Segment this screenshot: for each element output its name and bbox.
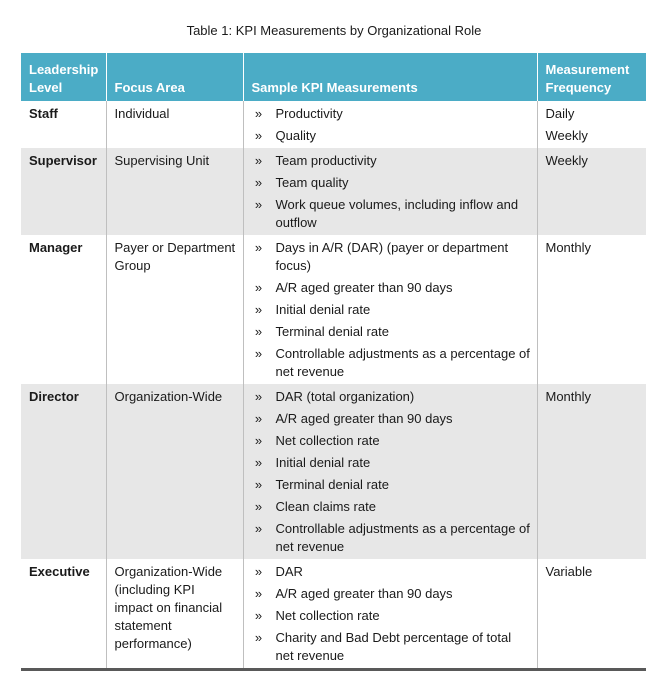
kpi-list: [252, 388, 531, 556]
frequency-value: Monthly: [545, 240, 592, 255]
focus-area-cell: Organization-Wide (including KPI impact on financial statement performance): [106, 559, 243, 670]
kpi-measurements-cell: [243, 101, 537, 148]
chevron-bullet-icon: »: [254, 630, 263, 645]
chevron-bullet-icon: »: [254, 280, 263, 295]
table-caption: Table 1: KPI Measurements by Organizational Role: [186, 23, 482, 38]
chevron-bullet-icon: »: [254, 586, 263, 601]
leadership-level-cell: Manager: [29, 240, 83, 255]
header-focus-area: Focus Area: [106, 53, 243, 101]
kpi-text: Team productivity: [275, 153, 377, 168]
chevron-bullet-icon: »: [254, 240, 263, 255]
header-leadership-level: Leadership Level: [29, 62, 99, 95]
kpi-list-item: [252, 607, 531, 625]
kpi-list-item: [252, 454, 531, 472]
table-row: [21, 559, 646, 670]
chevron-bullet-icon: »: [254, 411, 263, 426]
kpi-list: [252, 105, 531, 145]
kpi-text: Terminal denial rate: [275, 324, 389, 339]
focus-area-cell: Organization-Wide: [106, 384, 243, 559]
chevron-bullet-icon: »: [254, 302, 263, 317]
kpi-list-item: [252, 498, 531, 516]
kpi-text: Charity and Bad Debt percentage of total net revenue: [275, 630, 512, 663]
frequency-value: Weekly: [545, 153, 588, 168]
kpi-text: DAR: [275, 564, 303, 579]
kpi-list-item: [252, 105, 531, 123]
kpi-list-item: [252, 279, 531, 297]
focus-area-cell: Supervising Unit: [106, 148, 243, 235]
kpi-list-item: [252, 152, 531, 170]
kpi-measurements-cell: [243, 148, 537, 235]
kpi-text: Productivity: [275, 106, 343, 121]
kpi-text: Initial denial rate: [275, 455, 371, 470]
chevron-bullet-icon: »: [254, 608, 263, 623]
kpi-list-item: [252, 388, 531, 406]
chevron-bullet-icon: »: [254, 346, 263, 361]
kpi-measurements-cell: [243, 384, 537, 559]
kpi-measurements-cell: [243, 559, 537, 670]
leadership-level-cell: Director: [29, 389, 79, 404]
leadership-level-cell: Staff: [29, 106, 58, 121]
kpi-list: [252, 152, 531, 232]
kpi-text: A/R aged greater than 90 days: [275, 411, 453, 426]
frequency-value: Weekly: [545, 128, 588, 143]
chevron-bullet-icon: »: [254, 153, 263, 168]
kpi-list-item: [252, 520, 531, 556]
kpi-text: Quality: [275, 128, 316, 143]
chevron-bullet-icon: »: [254, 477, 263, 492]
kpi-list-item: [252, 563, 531, 581]
kpi-text: A/R aged greater than 90 days: [275, 586, 453, 601]
chevron-bullet-icon: »: [254, 433, 263, 448]
kpi-text: Terminal denial rate: [275, 477, 389, 492]
kpi-text: Controllable adjustments as a percentage of net revenue: [275, 521, 530, 554]
table-header-row: [21, 53, 646, 101]
kpi-text: A/R aged greater than 90 days: [275, 280, 453, 295]
chevron-bullet-icon: »: [254, 175, 263, 190]
frequency-value: Variable: [545, 564, 593, 579]
kpi-list-item: [252, 323, 531, 341]
chevron-bullet-icon: »: [254, 564, 263, 579]
kpi-list-item: [252, 585, 531, 603]
kpi-list-item: [252, 301, 531, 319]
kpi-list-item: [252, 432, 531, 450]
kpi-text: Team quality: [275, 175, 349, 190]
table-row: [21, 235, 646, 384]
chevron-bullet-icon: »: [254, 389, 263, 404]
table-body: [21, 101, 646, 670]
kpi-list-item: [252, 174, 531, 192]
kpi-list-item: [252, 476, 531, 494]
kpi-list-item: [252, 196, 531, 232]
kpi-text: Clean claims rate: [275, 499, 376, 514]
table-row: [21, 101, 646, 148]
kpi-text: Controllable adjustments as a percentage of net revenue: [275, 346, 530, 379]
frequency-value: Daily: [545, 106, 575, 121]
chevron-bullet-icon: »: [254, 455, 263, 470]
table-row: [21, 148, 646, 235]
kpi-text: Work queue volumes, including inflow and outflow: [275, 197, 519, 230]
kpi-list-item: [252, 345, 531, 381]
measurement-frequency-cell: [537, 235, 646, 384]
header-measurement-frequency: Measurement Frequency: [537, 53, 646, 101]
table-row: [21, 384, 646, 559]
leadership-level-cell: Executive: [21, 559, 106, 670]
chevron-bullet-icon: »: [254, 324, 263, 339]
focus-area-cell: Individual: [106, 101, 243, 148]
measurement-frequency-cell: [537, 101, 646, 148]
frequency-value: Monthly: [545, 389, 592, 404]
kpi-list: [252, 239, 531, 381]
kpi-text: DAR (total organization): [275, 389, 415, 404]
chevron-bullet-icon: »: [254, 521, 263, 536]
kpi-text: Days in A/R (DAR) (payer or department focus): [275, 240, 509, 273]
kpi-text: Net collection rate: [275, 433, 380, 448]
measurement-frequency-cell: [537, 384, 646, 559]
kpi-list-item: [252, 239, 531, 275]
kpi-text: Initial denial rate: [275, 302, 371, 317]
kpi-measurements-cell: [243, 235, 537, 384]
kpi-text: Net collection rate: [275, 608, 380, 623]
kpi-table: [21, 53, 646, 671]
kpi-list: [252, 563, 531, 665]
measurement-frequency-cell: [537, 559, 646, 670]
chevron-bullet-icon: »: [254, 197, 263, 212]
chevron-bullet-icon: »: [254, 106, 263, 121]
leadership-level-cell: Supervisor: [29, 153, 97, 168]
focus-area-cell: Payer or Department Group: [106, 235, 243, 384]
kpi-list-item: [252, 127, 531, 145]
kpi-list-item: [252, 410, 531, 428]
chevron-bullet-icon: »: [254, 128, 263, 143]
header-sample-kpi: Sample KPI Measurements: [243, 53, 537, 101]
chevron-bullet-icon: »: [254, 499, 263, 514]
kpi-list-item: [252, 629, 531, 665]
measurement-frequency-cell: [537, 148, 646, 235]
